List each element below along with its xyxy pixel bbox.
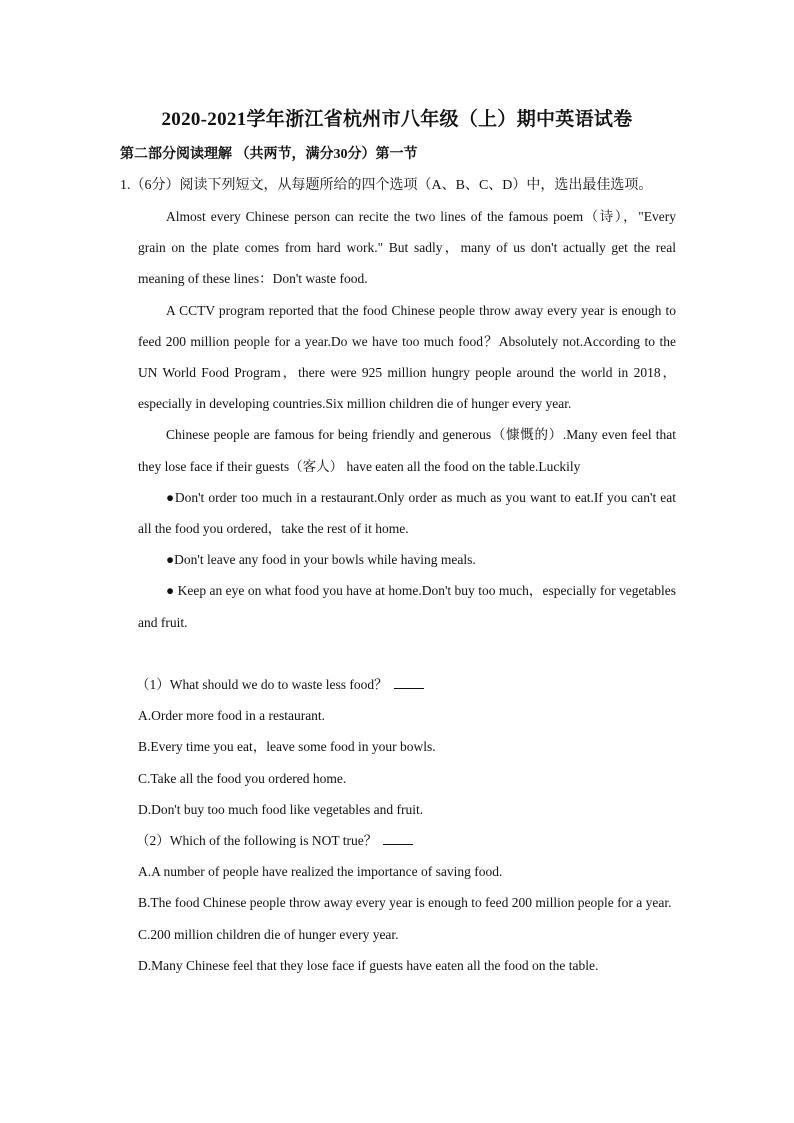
passage-bullet: ●Don't leave any food in your bowls while having meals. [166, 552, 476, 568]
passage-paragraph: Almost every Chinese person can recite the two lines of the famous poem（诗），"Every grain on the plate comes from hard work." But sadly，many of us don't actually get the real meaning of these lines：Don't waste food. [138, 209, 676, 287]
passage-paragraph: A CCTV program reported that the food Chinese people throw away every year is enough to feed 200 million people for a year.Do we have too much food？Absolutely not.According to the UN World Food Program，there were 925 million hungry people around the world in 2018，especially in developing countries.Six million children die of hunger every year. [138, 302, 676, 412]
passage-bullet: ●Don't order too much in a restaurant.Only order as much as you want to eat.If you can't eat all the food you ordered，take the rest of it home. [138, 489, 676, 537]
answer-option: B.The food Chinese people throw away every year is enough to feed 200 million people for a year. [138, 895, 672, 911]
answer-blank[interactable] [383, 832, 413, 845]
question-stem-text: （1）What should we do to waste less food？ [136, 677, 388, 692]
answer-blank[interactable] [394, 676, 424, 689]
question-instruction: 1.（6分）阅读下列短文，从每题所给的四个选项（A、B、C、D）中，选出最佳选项。 [120, 178, 653, 193]
answer-option: C.200 million children die of hunger every year. [138, 926, 399, 942]
question-stem [136, 669, 676, 700]
answer-option: A.Order more food in a restaurant. [138, 708, 326, 724]
passage-bullet: ● Keep an eye on what food you have at home.Don't buy too much，especially for vegetables and fruit. [138, 583, 676, 630]
answer-option: C.Take all the food you ordered home. [138, 770, 347, 786]
exam-title: 2020-2021学年浙江省杭州市八年级（上）期中英语试卷 [161, 109, 633, 130]
answer-option: B.Every time you eat，leave some food in your bowls. [138, 739, 436, 755]
section-heading: 第二部分阅读理解 （共两节，满分30分）第一节 [120, 147, 418, 162]
passage-paragraph: Chinese people are famous for being friendly and generous（慷慨的）.Many even feel that they lose face if their guests（客人） have eaten all the food on the table.Luckily [138, 427, 676, 474]
answer-option: D.Many Chinese feel that they lose face if guests have eaten all the food on the table. [138, 957, 599, 973]
answer-option: A.A number of people have realized the importance of saving food. [138, 864, 503, 880]
reading-passage [138, 201, 676, 638]
question-stem-text: （2）Which of the following is NOT true？ [136, 833, 378, 849]
answer-option: D.Don't buy too much food like vegetables and fruit. [138, 801, 424, 817]
question-stem [136, 825, 676, 856]
question-list [138, 669, 676, 981]
